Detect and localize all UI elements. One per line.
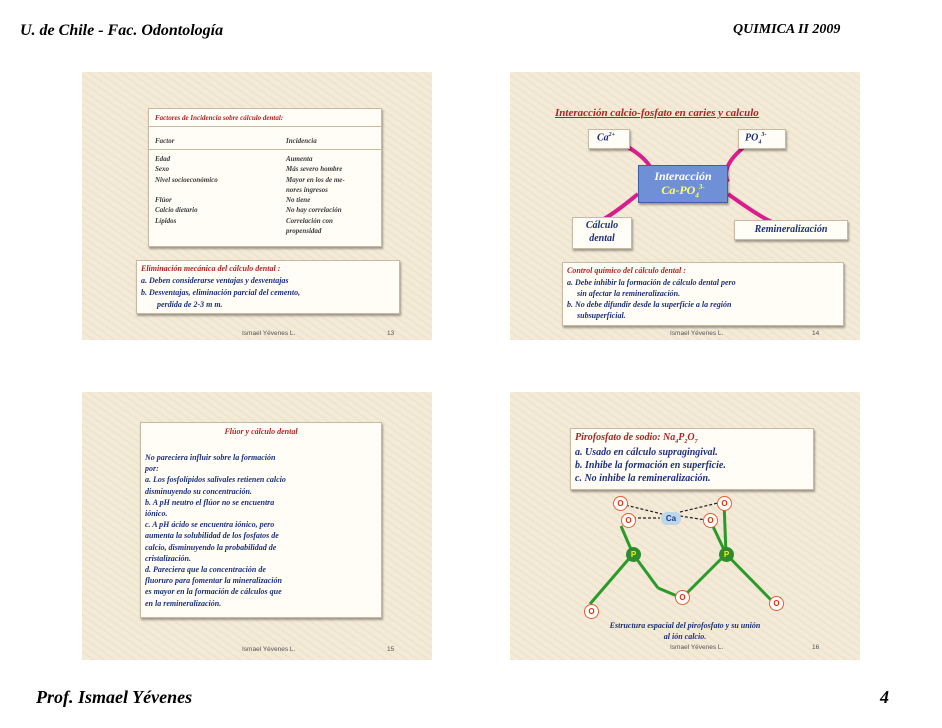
chemical-control-box <box>562 262 844 326</box>
document-header-right: QUIMICA II 2009 <box>733 22 841 37</box>
mechanical-removal-box <box>136 260 400 314</box>
fluoride-line: fluoruro para fomentar la mineralización <box>145 576 282 586</box>
fluoride-line: iónico. <box>145 509 168 519</box>
formula-sub-o: 7 <box>694 439 698 445</box>
mechanical-removal-b-cont: perdida de 2-3 m m. <box>157 300 223 309</box>
oxygen-atom: O <box>613 496 628 511</box>
column-header-factor: Factor <box>155 137 175 145</box>
slide-author: Ismael Yévenes L. <box>242 646 296 653</box>
remineralization-box <box>734 220 848 240</box>
slide-number: 16 <box>812 644 820 651</box>
fluoride-paragraph <box>145 452 377 609</box>
incidence-item: Más severo hombre <box>286 165 343 174</box>
incidence-item: Correlación con <box>286 216 333 225</box>
incidence-item: Aumenta <box>286 155 313 163</box>
pyrophosphate-bonds <box>510 392 860 660</box>
fluoride-line: en la remineralización. <box>145 598 222 608</box>
column-header-incidence: Incidencia <box>286 137 317 145</box>
interaction-formula: Ca-PO <box>661 183 696 197</box>
formula-sub-na: 4 <box>675 439 679 445</box>
table-title: Factores de Incidencia sobre cálculo dental: <box>155 114 284 122</box>
incidence-column <box>286 154 345 236</box>
interaction-formula-subscript: 4 <box>695 191 699 200</box>
fluoride-line: c. A pH ácido se encuentra iónico, pero <box>145 520 275 530</box>
oxygen-atom: O <box>769 596 784 611</box>
pyrophosphate-title-text: Pirofosfato de sodio: Na <box>575 432 676 443</box>
phosphate-ion-label <box>745 132 766 145</box>
remineralization-label: Remineralización <box>754 224 828 235</box>
page-number: 4 <box>880 687 889 707</box>
oxygen-atom: O <box>717 496 732 511</box>
document-footer-author: Prof. Ismael Yévenes <box>36 687 193 707</box>
factor-item: Lípidos <box>155 216 177 225</box>
fluoride-line: b. A pH neutro el flúor no se encuentra <box>145 497 275 507</box>
chemical-control-b: b. No debe difundir desde la superficie a la región <box>567 300 732 309</box>
fluoride-line: por: <box>145 464 159 474</box>
slide-number: 15 <box>387 646 395 653</box>
factor-item: Nivel socioeconómico <box>155 175 218 184</box>
chemical-control-a: a. Debe inhibir la formación de cálculo dental pero <box>567 278 736 287</box>
fluoride-line: cristalización. <box>145 553 192 563</box>
chemical-control-a-cont: sin afectar la remineralización. <box>577 289 681 298</box>
mechanical-removal-a: a. Deben considerarse ventajas y desventajas <box>141 276 289 285</box>
fluoride-line: es mayor en la formación de cálculos que <box>145 587 282 597</box>
fluoride-line: No pareciera influir sobre la formación <box>145 453 276 462</box>
oxygen-atom: O <box>703 513 718 528</box>
interaction-center-line1: Interacción <box>654 169 712 183</box>
fluoride-line: d. Pareciera que la concentración de <box>145 565 266 575</box>
incidence-item: No hay correlación <box>286 206 342 215</box>
slide-number: 13 <box>387 330 395 337</box>
incidence-item: Mayor en los de me- <box>286 175 345 184</box>
oxygen-atom: O <box>675 590 690 605</box>
table-header-rule <box>149 126 381 127</box>
slide-14 <box>510 72 860 340</box>
slide-author: Ismael Yévenes L. <box>670 330 724 337</box>
pyrophosphate-a: a. Usado en cálculo supragingival. <box>575 447 718 458</box>
calcium-ion-box <box>588 129 630 149</box>
incidence-item: propensidad <box>286 227 322 236</box>
fluoride-text-box <box>140 422 382 618</box>
document-header-left: U. de Chile - Fac. Odontología <box>20 22 224 39</box>
pyrophosphate-b: b. Inhibe la formación en superficie. <box>575 460 726 471</box>
calcium-charge: 2+ <box>608 132 616 138</box>
oxygen-atom: O <box>584 604 599 619</box>
slide-number: 14 <box>812 330 820 337</box>
pyrophosphate-c: c. No inhibe la remineralización. <box>575 473 711 484</box>
phosphorus-atom: P <box>626 547 641 562</box>
phosphate-subscript: 4 <box>758 139 762 146</box>
calculus-line1: Cálculo <box>585 220 619 231</box>
calcium-symbol: Ca <box>597 132 609 144</box>
calculus-line2: dental <box>589 233 615 244</box>
interaction-formula-charge: 3- <box>698 183 705 191</box>
calcium-atom: Ca <box>661 512 681 525</box>
incidence-item: nores ingresos <box>286 185 328 194</box>
chemical-control-title: Control químico del cálculo dental : <box>567 266 686 275</box>
formula-p: P <box>678 432 685 443</box>
slide-15 <box>82 392 432 660</box>
fluoride-line: a. Los fosfolípidos salivales retienen calcio <box>145 475 286 485</box>
chemical-control-b-cont: subsuperficial. <box>577 311 626 320</box>
calcium-ion-label <box>597 132 615 143</box>
slide-13 <box>82 72 432 340</box>
phosphate-charge: 3- <box>761 132 767 138</box>
slide-author: Ismael Yévenes L. <box>242 330 296 337</box>
formula-sub-p: 2 <box>684 439 688 445</box>
table-column-rule <box>149 149 381 150</box>
factor-item: Flúor <box>155 196 172 205</box>
oxygen-atom: O <box>621 513 636 528</box>
phosphate-ion-box <box>738 129 786 149</box>
slide-16 <box>510 392 860 660</box>
structure-caption-line1: Estructura espacial del pirofosfato y su unión <box>609 621 761 630</box>
factor-item: Calcio dietario <box>155 206 198 215</box>
mechanical-removal-title: Eliminación mecánica del cálculo dental : <box>141 264 281 273</box>
fluoride-line: disminuyendo su concentración. <box>145 486 252 496</box>
fluoride-line: aumenta la solubilidad de los fosfatos de <box>145 531 279 541</box>
interaction-center-box <box>638 165 728 203</box>
slide-author: Ismael Yévenes L. <box>670 644 724 651</box>
factor-column <box>155 154 218 226</box>
interaction-center-line2 <box>639 183 727 199</box>
factor-item: Sexo <box>155 165 169 174</box>
formula-o: O <box>687 432 695 443</box>
calculus-box <box>572 217 632 249</box>
incidence-table <box>148 108 382 247</box>
fluoride-title: Flúor y cálculo dental <box>224 427 298 436</box>
factor-item <box>155 185 218 195</box>
incidence-item: No tiene <box>286 196 311 205</box>
structure-caption-line2: al ión calcio. <box>663 632 707 641</box>
fluoride-line: calcio, disminuyendo la probabilidad de <box>145 542 277 552</box>
slide-title: Interacción calcio-fosfato en caries y calculo <box>555 107 759 119</box>
mechanical-removal-b: b. Desventajas, eliminación parcial del cemento, <box>141 288 301 297</box>
phosphate-symbol: PO <box>745 132 759 144</box>
phosphorus-atom: P <box>719 547 734 562</box>
factor-item: Edad <box>155 155 171 163</box>
